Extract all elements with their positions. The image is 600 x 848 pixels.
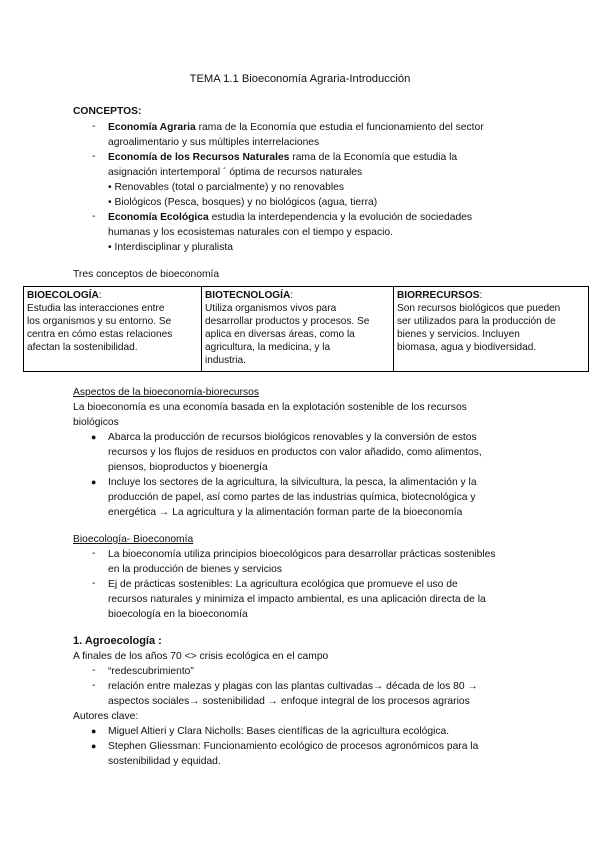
cell-heading: BIOTECNOLOGÍA	[205, 290, 291, 301]
page-title: TEMA 1.1 Bioeconomía Agraria-Introducción	[189, 73, 411, 85]
concept-economia-agraria	[108, 121, 484, 134]
aspectos-bullet-line: recursos y los flujos de residuos en productos con valor añadido, como alimentos,	[108, 447, 482, 458]
concept-term: Economía Ecológica	[108, 212, 209, 223]
cell-colon: :	[479, 290, 483, 301]
cell-heading: BIOECOLOGÍA	[27, 290, 99, 301]
cell-line: bienes y servicios. Incluyen	[397, 329, 520, 340]
aspectos-bullet-line: producción de papel, así como partes de las industrias química, biotecnológica y	[108, 492, 476, 503]
autores-label: Autores clave:	[73, 711, 139, 722]
autor-line: Miguel Altieri y Clara Nicholls: Bases científicas de la agricultura ecológica.	[108, 726, 450, 737]
autor-line: Stephen Gliessman: Funcionamiento ecológico de procesos agronómicos para la	[108, 741, 479, 752]
cell-line: ser utilizados para la producción de	[397, 316, 556, 327]
aspectos-bullet-line: Incluye los sectores de la agricultura, la silvicultura, la pesca, la alimentación y la	[108, 477, 477, 488]
concept-subitem: • Biológicos (Pesca, bosques) y no biológicos (agua, tierra)	[108, 197, 378, 208]
bioecologia-item-line: bioecología en la bioeconomía	[108, 609, 248, 620]
table-cell-biotecnologia	[202, 287, 394, 372]
cell-line: aplica en diversas áreas, como la	[205, 329, 355, 340]
bullet-marker: ●	[91, 726, 97, 736]
concept-term: Economía de los Recursos Naturales	[108, 152, 290, 163]
aspectos-intro: biológicos	[73, 417, 119, 428]
cell-line: industria.	[205, 355, 246, 366]
cell-line: desarrollar productos y procesos. Se	[205, 316, 370, 327]
bioecologia-item-line: en la producción de bienes y servicios	[108, 564, 283, 575]
agroecologia-heading: 1. Agroecología :	[73, 635, 162, 647]
cell-line: biomasa, agua y biodiversidad.	[397, 342, 537, 353]
dash-marker: -	[92, 665, 96, 676]
aspectos-bullet-line: energética → La agricultura y la alimentación forman parte de la bioeconomía	[108, 507, 463, 518]
cell-line: afectan la sostenibilidad.	[27, 342, 138, 353]
bioecologia-heading: Bioecología- Bioeconomía	[73, 534, 194, 545]
dash-marker: -	[92, 151, 96, 162]
cell-line: agricultura, la medicina, y la	[205, 342, 331, 353]
agroecologia-item-line: “redescubrimiento”	[108, 666, 194, 677]
dash-marker: -	[92, 121, 96, 132]
bioecologia-item-line: Ej de prácticas sostenibles: La agricultura ecológica que promueve el uso de	[108, 579, 458, 590]
concept-text: humanas y los ecosistemas naturales con el tiempo y espacio.	[108, 227, 394, 238]
aspectos-heading: Aspectos de la bioeconomía-biorecursos	[73, 387, 260, 398]
dash-marker: -	[92, 680, 96, 691]
concept-text: rama de la Economía que estudia el funcionamiento del sector	[195, 122, 484, 133]
agroecologia-intro: A finales de los años 70 <> crisis ecológica en el campo	[73, 651, 329, 662]
cell-colon: :	[98, 290, 102, 301]
concept-subitem: • Interdisciplinar y pluralista	[108, 242, 233, 253]
dash-marker: -	[92, 548, 96, 559]
aspectos-bullet-line: Abarca la producción de recursos biológicos renovables y la conversión de estos	[108, 432, 477, 443]
concept-text: asignación intertemporal ´ óptima de recursos naturales	[108, 167, 363, 178]
dash-marker: -	[92, 578, 96, 589]
bullet-marker: ●	[91, 477, 97, 487]
autor-line: sostenibilidad y equidad.	[108, 756, 221, 767]
bioecologia-item-line: recursos naturales y minimiza el impacto ambiental, es una aplicación directa de la	[108, 594, 486, 605]
bullet-marker: ●	[91, 741, 97, 751]
concept-text: estudia la interdependencia y la evolución de sociedades	[208, 212, 473, 223]
cell-heading: BIORRECURSOS	[397, 290, 480, 301]
table-cell-bioecologia	[24, 287, 202, 372]
tres-conceptos-label: Tres conceptos de bioeconomía	[73, 269, 220, 280]
bioecologia-item-line: La bioeconomía utiliza principios bioecológicos para desarrollar prácticas sostenibles	[108, 549, 496, 560]
cell-line: los organismos y su entorno. Se	[27, 316, 172, 327]
agroecologia-item-line: relación entre malezas y plagas con las plantas cultivadas→ década de los 80 →	[108, 681, 478, 692]
table-cell-biorrecursos	[394, 287, 589, 372]
concept-text: rama de la Economía que estudia la	[289, 152, 458, 163]
concept-economia-recursos	[108, 151, 457, 164]
concept-subitem: • Renovables (total o parcialmente) y no renovables	[108, 182, 344, 193]
cell-line: Son recursos biológicos que pueden	[397, 303, 561, 314]
cell-colon: :	[290, 290, 294, 301]
concept-text: agroalimentario y sus múltiples interrelaciones	[108, 137, 320, 148]
aspectos-intro: La bioeconomía es una economía basada en la explotación sostenible de los recursos	[73, 402, 467, 413]
cell-line: Estudia las interacciones entre	[27, 303, 165, 314]
dash-marker: -	[92, 211, 96, 222]
concept-term: Economía Agraria	[108, 122, 196, 133]
cell-line: centra en cómo estas relaciones	[27, 329, 173, 340]
cell-line: Utiliza organismos vivos para	[205, 303, 337, 314]
agroecologia-item-line: aspectos sociales→ sostenibilidad → enfoque integral de los procesos agrarios	[108, 696, 470, 707]
concept-economia-ecologica	[108, 211, 472, 224]
bullet-marker: ●	[91, 432, 97, 442]
conceptos-table	[23, 286, 589, 372]
aspectos-bullet-line: piensos, bioproductos y bioenergía	[108, 462, 268, 473]
conceptos-heading: CONCEPTOS:	[73, 106, 142, 117]
